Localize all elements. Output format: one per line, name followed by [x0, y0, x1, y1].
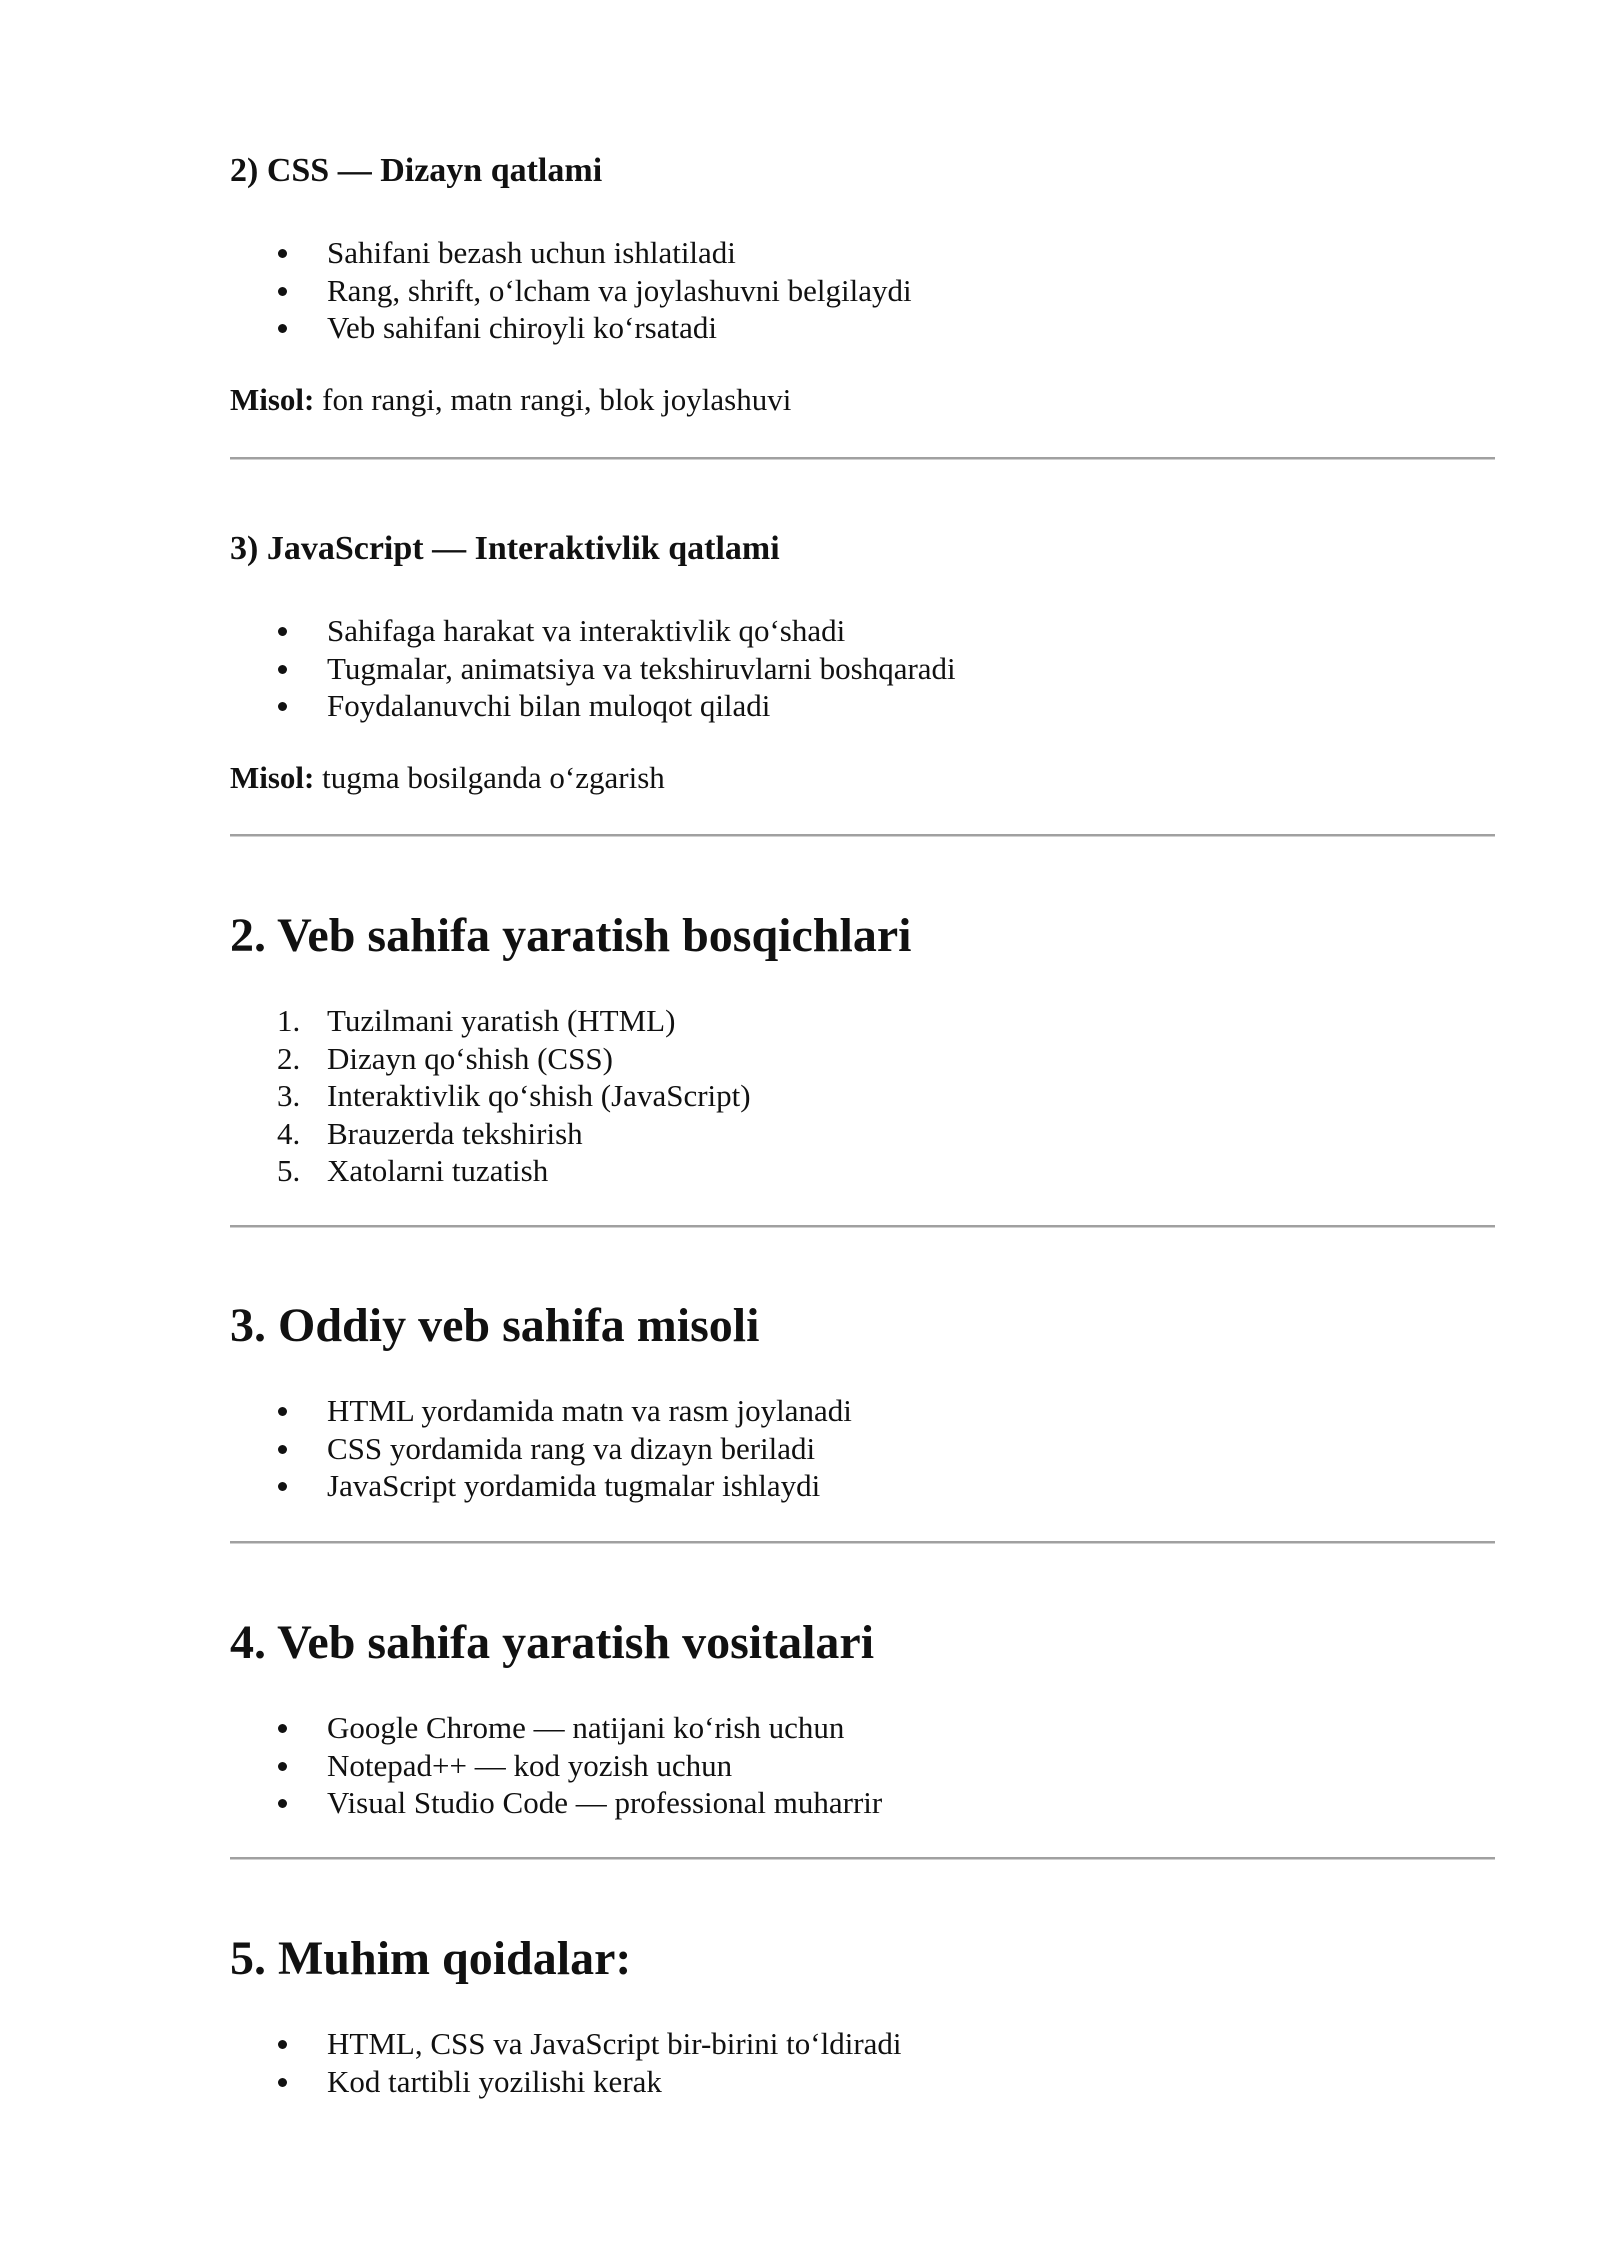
bullet-icon — [278, 627, 287, 636]
list-item: 1. Tuzilmani yaratish (HTML) — [277, 1003, 676, 1038]
section-heading-steps: 2. Veb sahifa yaratish bosqichlari — [230, 909, 912, 962]
bullet-icon — [278, 1407, 287, 1416]
list-item: Notepad++ — kod yozish uchun — [230, 1747, 882, 1785]
list-item: Rang, shrift, o‘lcham va joylashuvni belgilaydi — [230, 272, 912, 310]
section-heading-css: 2) CSS — Dizayn qatlami — [230, 152, 603, 189]
tools-bullet-list — [230, 1709, 882, 1822]
list-item: 3. Interaktivlik qo‘shish (JavaScript) — [277, 1078, 751, 1113]
list-item: Sahifaga harakat va interaktivlik qo‘shadi — [230, 612, 956, 650]
list-item: HTML yordamida matn va rasm joylanadi — [230, 1392, 852, 1430]
javascript-example: Misol: tugma bosilganda o‘zgarish — [230, 760, 665, 795]
list-item: 2. Dizayn qo‘shish (CSS) — [277, 1040, 613, 1076]
list-item: 4. Brauzerda tekshirish — [277, 1115, 583, 1151]
bullet-icon — [278, 1799, 287, 1808]
css-bullet-list — [230, 234, 912, 347]
section-heading-javascript: 3) JavaScript — Interaktivlik qatlami — [230, 530, 780, 567]
list-item: JavaScript yordamida tugmalar ishlaydi — [230, 1467, 852, 1505]
bullet-icon — [278, 1482, 287, 1491]
bullet-icon — [278, 1762, 287, 1771]
horizontal-rule — [230, 834, 1495, 837]
list-number: 3. — [277, 1078, 301, 1113]
rules-bullet-list — [230, 2025, 902, 2100]
horizontal-rule — [230, 1541, 1495, 1544]
section-heading-rules: 5. Muhim qoidalar: — [230, 1932, 632, 1985]
list-item: Kod tartibli yozilishi kerak — [230, 2063, 902, 2101]
example-bullet-list — [230, 1392, 852, 1505]
list-item: Visual Studio Code — professional muharrir — [230, 1784, 882, 1822]
bullet-icon — [278, 287, 287, 296]
horizontal-rule — [230, 1225, 1495, 1228]
bullet-icon — [278, 702, 287, 711]
list-item: Foydalanuvchi bilan muloqot qiladi — [230, 687, 956, 725]
bullet-icon — [278, 1445, 287, 1454]
list-item: Google Chrome — natijani ko‘rish uchun — [230, 1709, 882, 1747]
list-item: Sahifani bezash uchun ishlatiladi — [230, 234, 912, 272]
bullet-icon — [278, 1724, 287, 1733]
section-heading-tools: 4. Veb sahifa yaratish vositalari — [230, 1616, 875, 1669]
list-item: CSS yordamida rang va dizayn beriladi — [230, 1430, 852, 1468]
bullet-icon — [278, 2040, 287, 2049]
list-number: 1. — [277, 1003, 301, 1038]
javascript-bullet-list — [230, 612, 956, 725]
horizontal-rule — [230, 1857, 1495, 1860]
list-item: Tugmalar, animatsiya va tekshiruvlarni boshqaradi — [230, 650, 956, 688]
steps-numbered-list — [230, 1002, 751, 1190]
section-heading-example: 3. Oddiy veb sahifa misoli — [230, 1299, 760, 1352]
list-item: Veb sahifani chiroyli ko‘rsatadi — [230, 309, 912, 347]
list-number: 5. — [277, 1153, 301, 1188]
horizontal-rule — [230, 457, 1495, 460]
list-number: 2. — [277, 1040, 301, 1076]
bullet-icon — [278, 2078, 287, 2087]
list-item: HTML, CSS va JavaScript bir-birini to‘ldiradi — [230, 2025, 902, 2063]
list-item: 5. Xatolarni tuzatish — [277, 1153, 549, 1188]
bullet-icon — [278, 665, 287, 674]
bullet-icon — [278, 249, 287, 258]
css-example: Misol: fon rangi, matn rangi, blok joylashuvi — [230, 382, 792, 417]
bullet-icon — [278, 324, 287, 333]
list-number: 4. — [277, 1115, 301, 1151]
